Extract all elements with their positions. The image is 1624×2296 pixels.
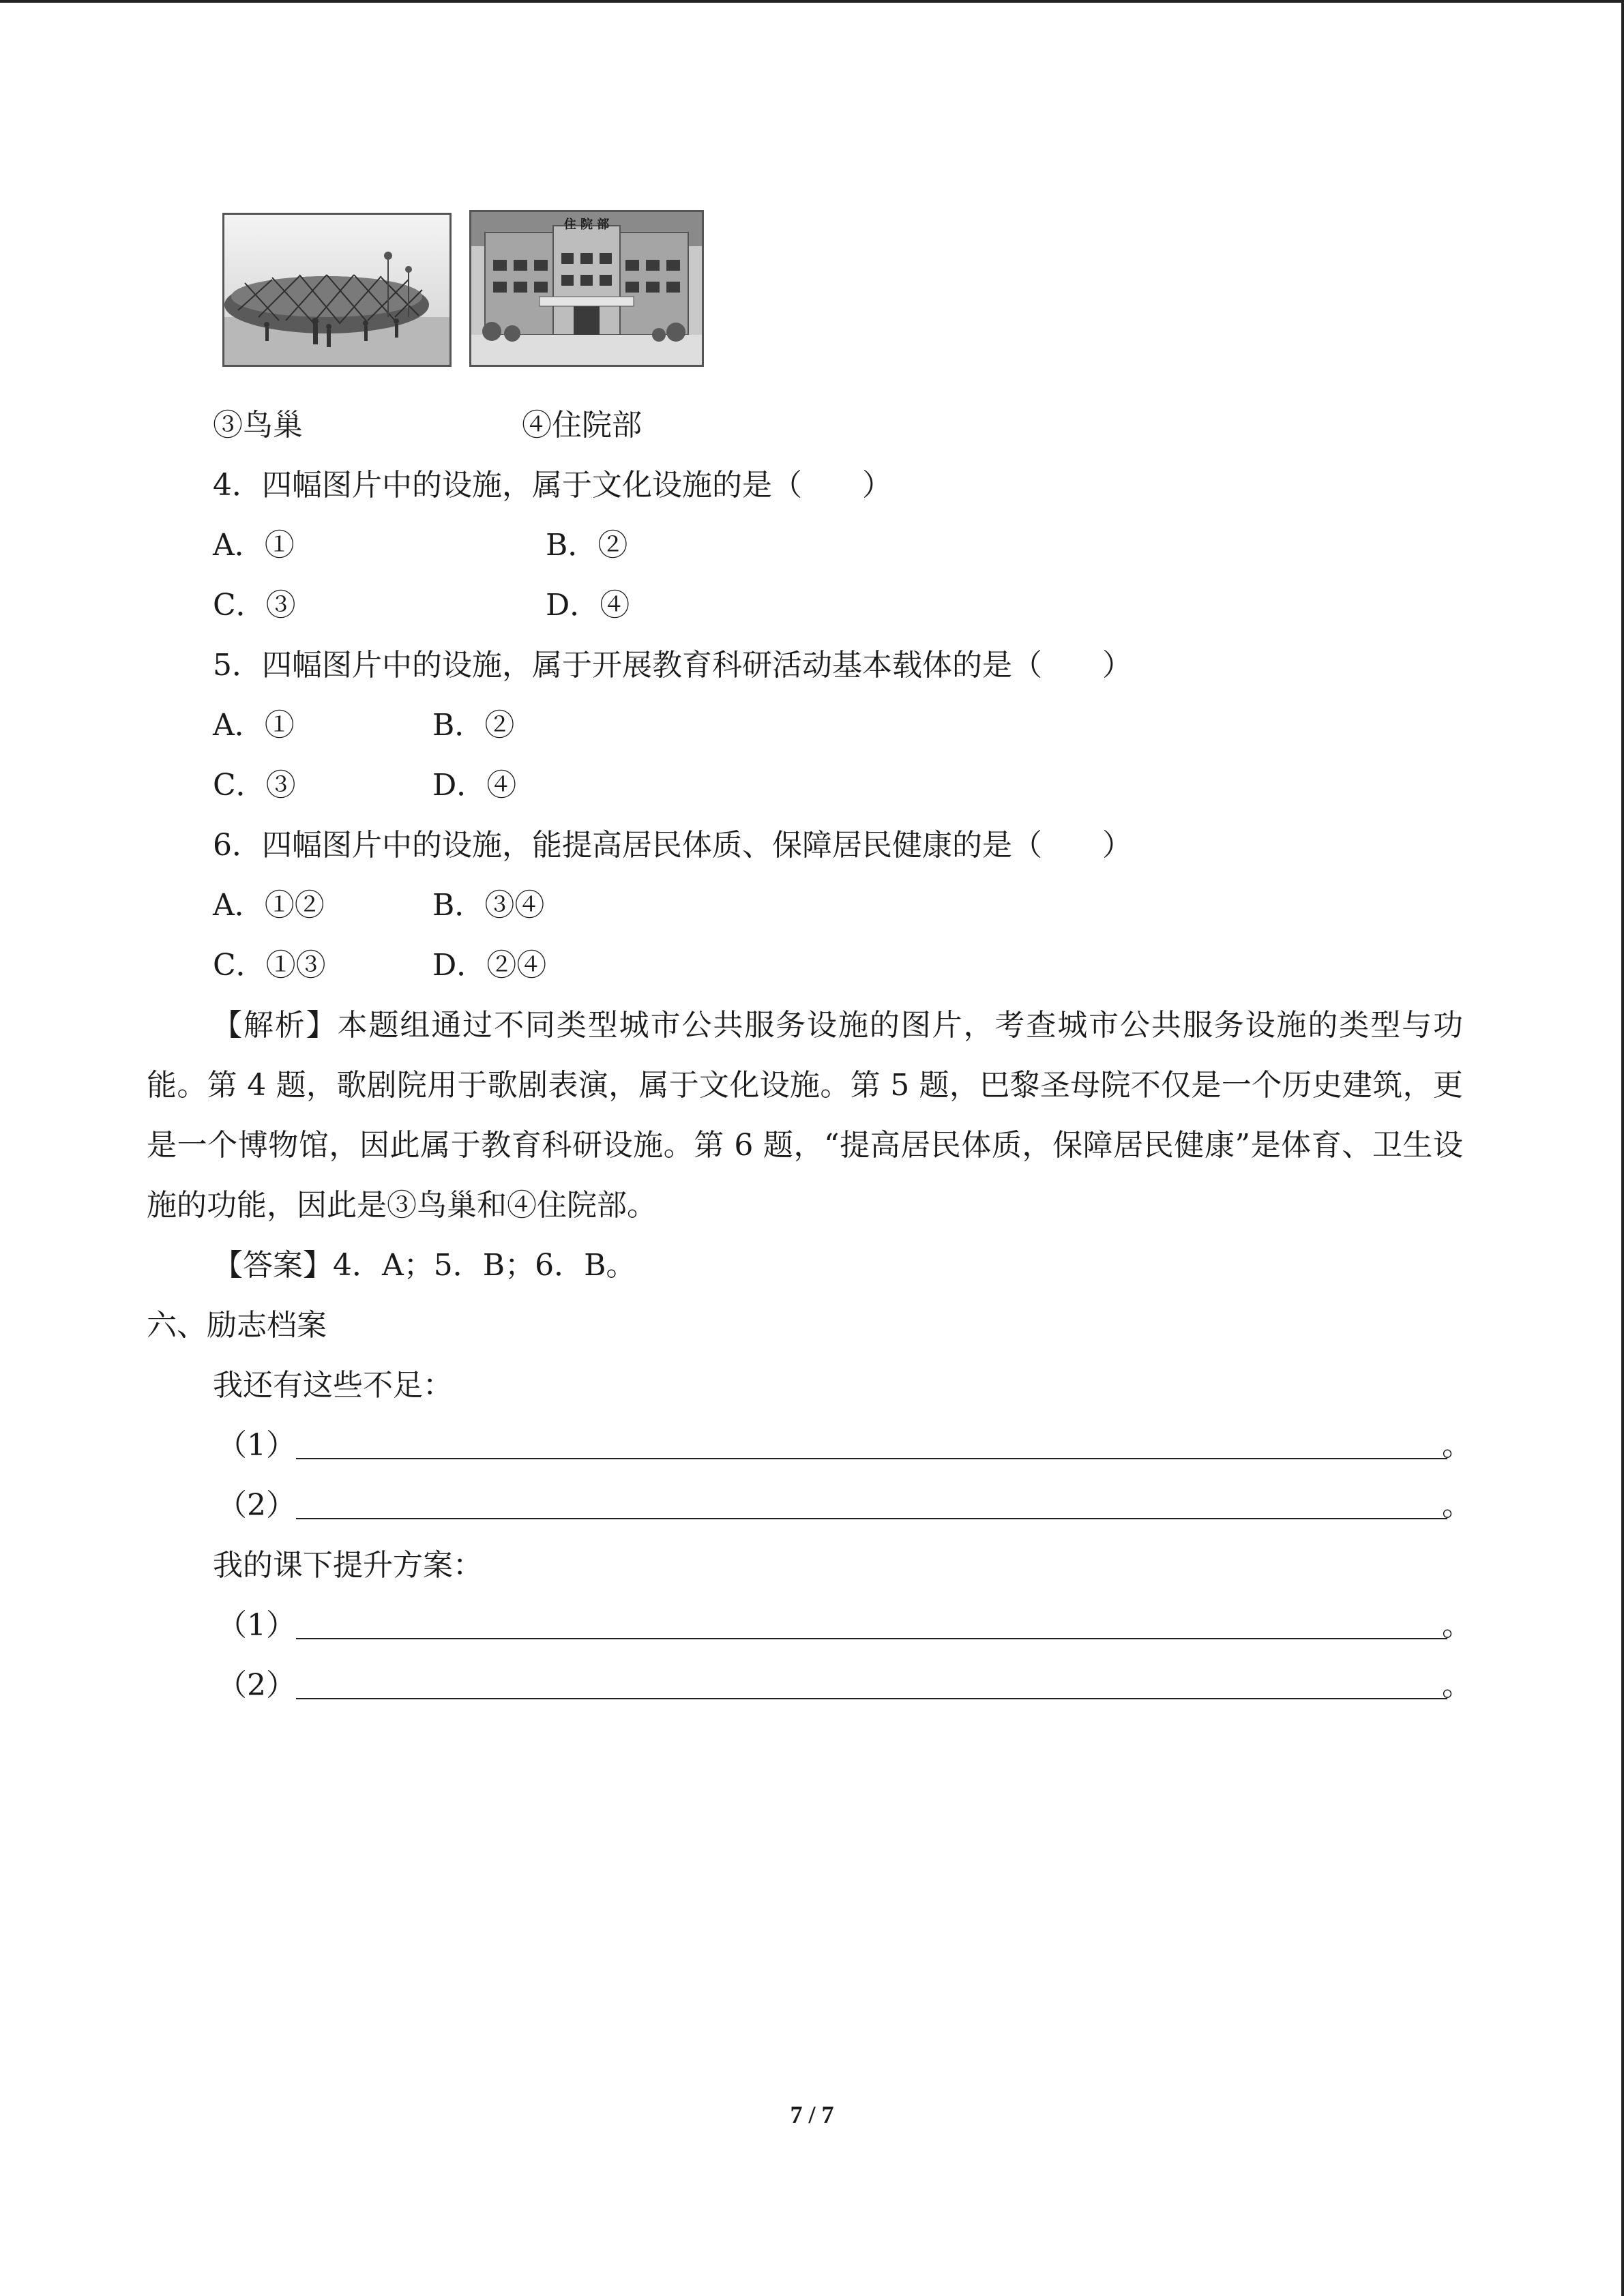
bird-nest-illustration [224, 215, 449, 365]
question-6-option-b: B．③④ [432, 888, 545, 923]
shortcoming-1-end: 。 [1442, 1428, 1472, 1463]
question-5-option-d: D．④ [432, 768, 517, 803]
hospital-photo [469, 210, 704, 367]
shortcoming-2-blank[interactable] [296, 1518, 1447, 1519]
shortcoming-row-2 [217, 1485, 1472, 1526]
bird-nest-photo [222, 213, 452, 367]
question-4-option-a: A．① [213, 528, 295, 563]
question-4-option-d: D．④ [546, 588, 630, 623]
plan-1-label: （1） [217, 1608, 296, 1643]
question-5-stem: 5．四幅图片中的设施，属于开展教育科研活动基本载体的是（ ） [213, 648, 1132, 683]
hospital-illustration [471, 212, 702, 365]
question-6-option-a: A．①② [213, 888, 325, 923]
plan-1-blank[interactable] [296, 1638, 1447, 1639]
answer-line: 【答案】4．A；5．B；6．B。 [213, 1248, 636, 1283]
question-5-option-a: A．① [213, 708, 295, 743]
question-6-stem: 6．四幅图片中的设施，能提高居民体质、保障居民健康的是（ ） [213, 828, 1132, 863]
shortcoming-2-end: 。 [1442, 1488, 1472, 1523]
shortcoming-row-1 [217, 1425, 1472, 1466]
hospital-sign-text: 住 院 部 [563, 218, 610, 232]
caption-hospital: ④住院部 [522, 408, 642, 443]
page-border-top [0, 0, 1624, 3]
shortcoming-1-blank[interactable] [296, 1458, 1447, 1459]
plan-2-blank[interactable] [296, 1698, 1447, 1699]
question-6-option-c: C．①③ [213, 948, 326, 983]
plan-2-label: （2） [217, 1668, 296, 1703]
shortcoming-1-label: （1） [217, 1428, 296, 1463]
shortcoming-2-label: （2） [217, 1488, 296, 1523]
caption-bird-nest: ③鸟巢 [213, 408, 303, 443]
question-4-option-b: B．② [546, 528, 628, 563]
plan-row-2 [217, 1665, 1472, 1706]
plan-label: 我的课下提升方案： [213, 1548, 483, 1583]
question-5-option-c: C．③ [213, 768, 296, 803]
plan-1-end: 。 [1442, 1608, 1472, 1643]
question-5-option-b: B．② [432, 708, 515, 743]
question-4-option-c: C．③ [213, 588, 296, 623]
page-number: 7 / 7 [790, 2101, 834, 2128]
shortcomings-label: 我还有这些不足： [213, 1368, 453, 1403]
page-border-right [1621, 0, 1624, 2296]
section-6-title: 六、励志档案 [147, 1308, 327, 1343]
question-4-stem: 4．四幅图片中的设施，属于文化设施的是（ ） [213, 468, 892, 503]
analysis-paragraph: 【解析】本题组通过不同类型城市公共服务设施的图片，考查城市公共服务设施的类型与功能。第 4 题，歌剧院用于歌剧表演，属于文化设施。第 5 题，巴黎圣母院不仅是一个历史建筑，更是一个博物馆，因此属于教育科研设施。第 6 题，“提高居民体质，保障居民健康”是体育、卫生设施的功能，因此是③鸟巢和④住院部。 [147, 1008, 1463, 1223]
question-6-option-d: D．②④ [432, 948, 547, 983]
plan-row-1 [217, 1605, 1472, 1646]
plan-2-end: 。 [1442, 1668, 1472, 1703]
